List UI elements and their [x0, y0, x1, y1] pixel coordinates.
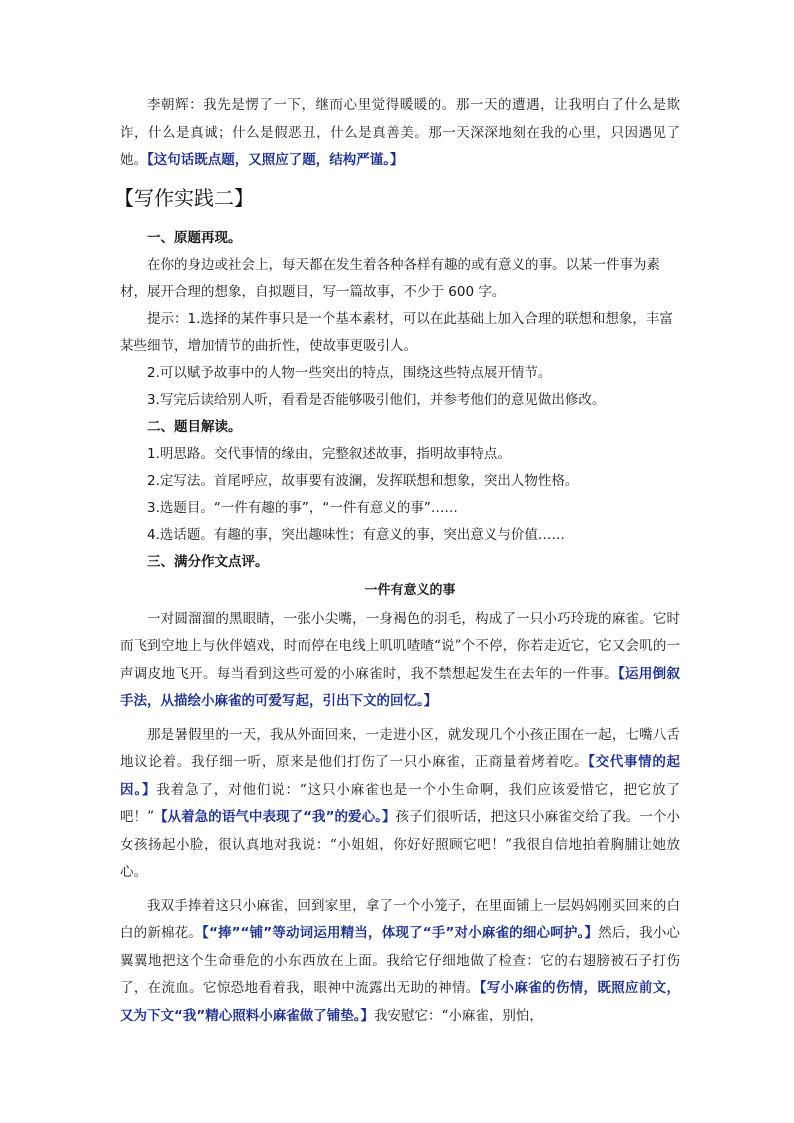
previous-essay-ending: [120, 92, 680, 175]
part3-heading: 三、满分作文点评。: [147, 553, 269, 570]
previous-essay-comment: 【这句话既点题，又照应了题，结构严谨。】: [147, 152, 404, 168]
essay-p3-text-b: 然后，我小心翼翼地把这个生命垂危的小东西放在上面。我给它仔细地做了检查：它的右翅膀被石子打伤了，在流血。它惊恐地看着我，眼神中流露出无助的神情。: [120, 925, 681, 996]
part1-prompt: 在你的身边或社会上，每天都在发生着各种各样有趣的或有意义的事。以某一件事为素材，展开合理的想象，自拟题目，写一篇故事，不少于 600 字。: [120, 256, 660, 300]
essay-p2-text-a: 那是暑假里的一天，我从外面回来，一走进小区，就发现几个小孩正围在一起，七嘴八舌地议论着。我仔细一听，原来是他们打伤了一只小麻雀，正商量着烤着吃。: [120, 726, 680, 770]
essay-p3-text-a: 我双手捧着这只小麻雀，回到家里，拿了一个小笼子，在里面铺上一层妈妈刚买回来的白白的新棉花。: [120, 897, 680, 941]
part2-item-4: 4.选话题。有趣的事，突出趣味性；有意义的事，突出意义与价值……: [147, 526, 565, 543]
previous-essay-text: 李朝辉：我先是愣了一下，继而心里觉得暖暖的。那一天的遭遇，让我明白了什么是欺诈，什么是真诚；什么是假恶丑，什么是真善美。那一天深深地刻在我的心里，只因遇见了她。: [120, 97, 680, 168]
essay-p3-text-c: 我安慰它：“小麻雀，别怕，: [374, 1007, 543, 1024]
essay-p1-comment: 【运用倒叙手法，从描绘小麻雀的可爱写起，引出下文的回忆。】: [120, 665, 681, 709]
part2-item-2: 2.定写法。首尾呼应，故事要有波澜，发挥联想和想象，突出人物性格。: [147, 472, 579, 489]
essay-p2-text-b: 我着急了，对他们说：“这只小麻雀也是一个小生命啊，我们应该爱惜它，把它放了吧！”: [120, 781, 681, 825]
page-content: [114, 92, 681, 1030]
part1-heading: 一、原题再现。: [147, 229, 242, 246]
part2-item-3: 3.选题目。“一件有趣的事”，“一件有意义的事”……: [147, 499, 458, 516]
part2-heading: 二、题目解读。: [147, 418, 242, 435]
essay-title: 一件有意义的事: [364, 582, 456, 598]
part2-item-1: 1.明思路。交代事情的缘由，完整叙述故事，指明故事特点。: [147, 445, 511, 462]
essay-p3-comment-1: 【“捧”“铺”等动词运用精当，体现了“手”对小麻雀的细心呵护。】: [202, 925, 599, 941]
essay-paragraph-3: [120, 893, 680, 1031]
essay-p2-comment-2: 【从着急的语气中表现了“我”的爱心。】: [154, 809, 396, 825]
part1-tip-2: 2.可以赋予故事中的人物一些突出的特点，围绕这些特点展开情节。: [147, 364, 552, 381]
essay-p2-text-c: 孩子们很听话，把这只小麻雀交给了我。一个小女孩扬起小脸，很认真地对我说：“小姐姐，你好好照顾它吧！”我很自信地拍着胸脯让她放心。: [120, 809, 681, 880]
section-title: 【写作实践二】: [114, 185, 254, 210]
essay-paragraph-2: [120, 722, 680, 887]
part1-tip-1: 提示：1.选择的某件事只是一个基本素材，可以在此基础上加入合理的联想和想象，丰富某些细节，增加情节的曲折性，使故事更吸引人。: [120, 310, 673, 354]
essay-p3-comment-2: 【写小麻雀的伤情，既照应前文，又为下文“我”精心照料小麻雀做了铺垫。】: [120, 980, 681, 1024]
part1-tip-3: 3.写完后读给别人听，看看是否能够吸引他们，并参考他们的意见做出修改。: [147, 391, 606, 408]
essay-paragraph-1: [120, 606, 680, 716]
essay-p2-comment-1: 【交代事情的起因。】: [120, 754, 681, 798]
essay-p1-text: 一对圆溜溜的黑眼睛，一张小尖嘴，一身褐色的羽毛，构成了一只小巧玲珑的麻雀。它时而飞到空地上与伙伴嬉戏，时而停在电线上叽叽喳喳“说”个不停，你若走近它，它又会叽的一声调皮地飞开。每当看到这些可爱的小麻雀时，我不禁想起发生在去年的一件事。: [120, 610, 680, 682]
